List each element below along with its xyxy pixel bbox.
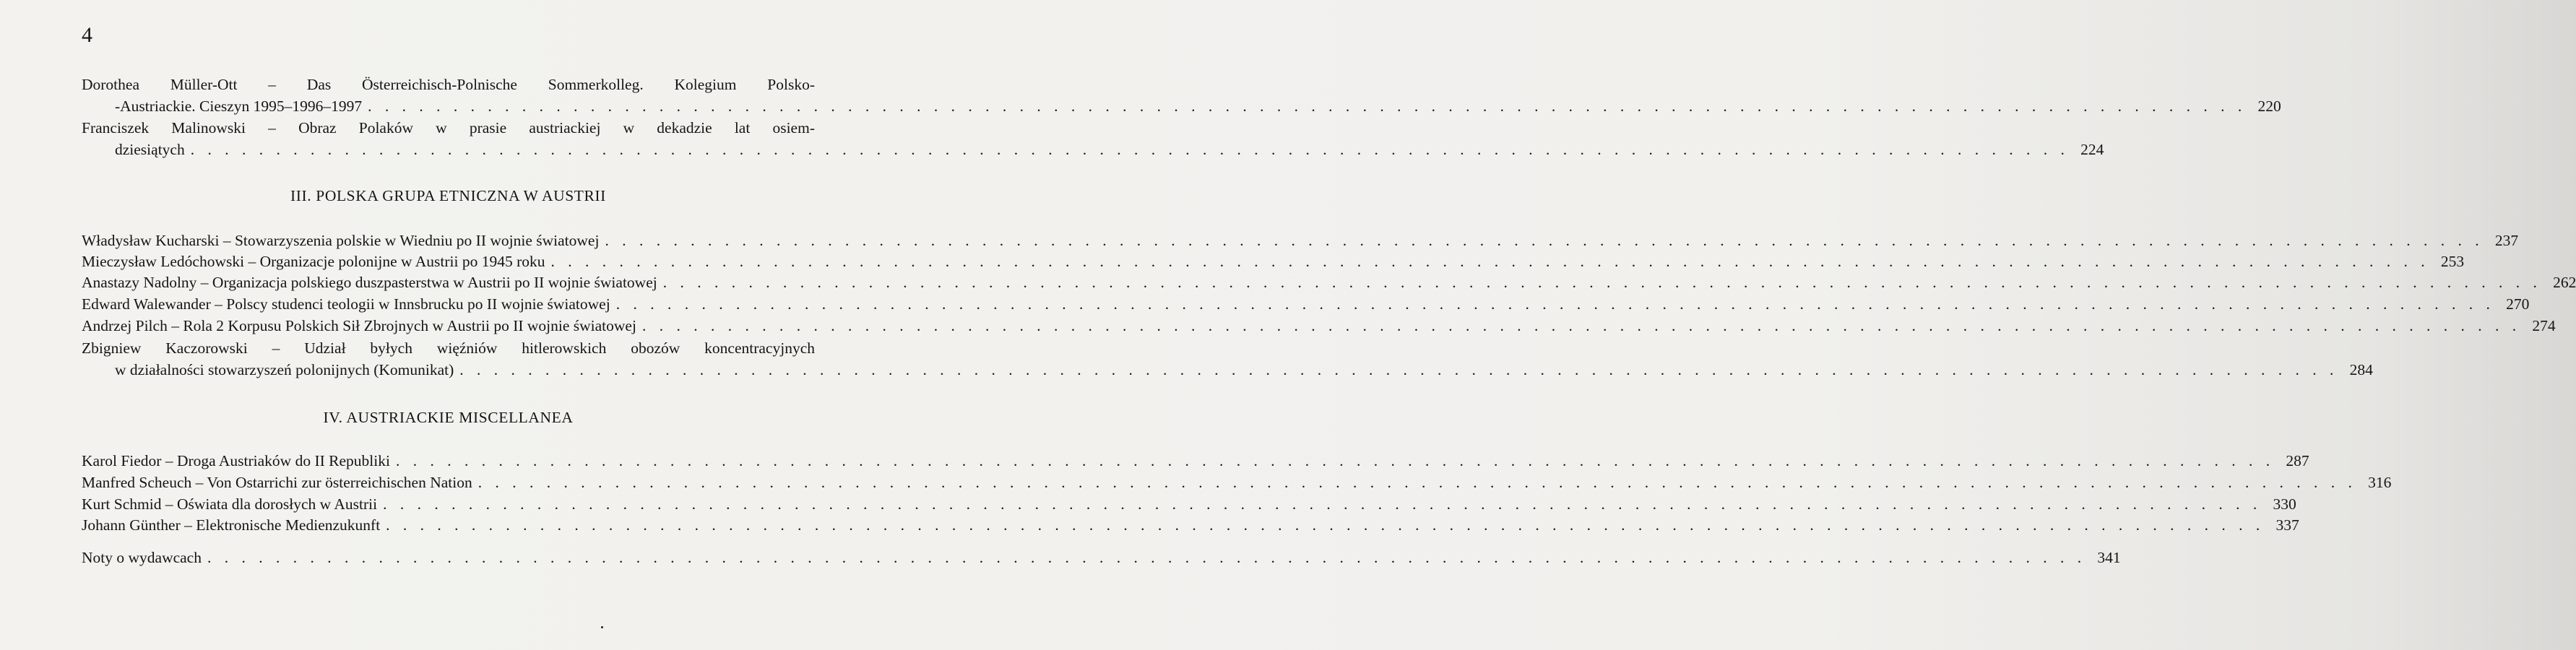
entry-text: Andrzej Pilch – Rola 2 Korpusu Polskich Sił Zbrojnych w Austrii po II wojnie światowej bbox=[82, 317, 636, 334]
page-ref: 284 bbox=[2349, 361, 2373, 378]
entry-text: Noty o wydawcach bbox=[82, 549, 202, 566]
leader-dots: . . . . . . . . . . . . . . . . . . . . . . . . . . . . . . . . . . . . . . . . . . . . . . . . . . . . . . . . . . . . . . . . . . . . . . . . . . . . . . . . . . . . . . . . . . . . . . . . . . . . . . . . . . . . . . bbox=[207, 549, 2086, 566]
toc-entry-scheuch bbox=[82, 472, 2392, 493]
toc-entry-walewander bbox=[82, 293, 2530, 315]
toc-entry-fiedor bbox=[82, 450, 2309, 472]
page-ref: 237 bbox=[2494, 232, 2519, 249]
toc-entry-kucharski bbox=[82, 230, 2519, 251]
entry-text-continued: w działalności stowarzyszeń polonijnych (Komunikat) bbox=[115, 361, 454, 378]
toc-entry-ledochowski bbox=[82, 251, 2465, 272]
toc-entry-malinowski bbox=[82, 117, 2104, 160]
toc-entry-schmid bbox=[82, 493, 2296, 515]
page-ref: 224 bbox=[2080, 141, 2104, 158]
entry-text: Mieczysław Ledóchowski – Organizacje polonijne w Austrii po 1945 roku bbox=[82, 253, 545, 270]
page-ref: 220 bbox=[2257, 98, 2281, 115]
leader-dots: . . . . . . . . . . . . . . . . . . . . . . . . . . . . . . . . . . . . . . . . . . . . . . . . . . . . . . . . . . . . . . . . . . . . . . . . . . . . . . . . . . . . . . . . . . . . . . . . . . . . . . . . . . . . . . bbox=[368, 98, 2247, 115]
leader-dots: . . . . . . . . . . . . . . . . . . . . . . . . . . . . . . . . . . . . . . . . . . . . . . . . . . . . . . . . . . . . . . . . . . . . . . . . . . . . . . . . . . . . . . . . . . . . . . . . . . . . . . . . . . . . . . bbox=[477, 474, 2357, 491]
leader-dots: . . . . . . . . . . . . . . . . . . . . . . . . . . . . . . . . . . . . . . . . . . . . . . . . . . . . . . . . . . . . . . . . . . . . . . . . . . . . . . . . . . . . . . . . . . . . . . . . . . . . . . . . . . . . . . bbox=[190, 141, 2070, 158]
page-ref: 337 bbox=[2275, 516, 2299, 534]
page-ref: 287 bbox=[2286, 452, 2309, 469]
paper-speck bbox=[601, 626, 603, 628]
leader-dots: . . . . . . . . . . . . . . . . . . . . . . . . . . . . . . . . . . . . . . . . . . . . . . . . . . . . . . . . . . . . . . . . . . . . . . . . . . . . . . . . . . . . . . . . . . . . . . . . . . . . . . . . . . . . . . bbox=[550, 253, 2430, 270]
leader-dots: . . . . . . . . . . . . . . . . . . . . . . . . . . . . . . . . . . . . . . . . . . . . . . . . . . . . . . . . . . . . . . . . . . . . . . . . . . . . . . . . . . . . . . . . . . . . . . . . . . . . . . . . . . . . . . bbox=[459, 361, 2338, 378]
entry-text: Dorothea Müller-Ott – Das Österreichisch-Polnische Sommerkolleg. Kolegium Polsko- bbox=[82, 76, 815, 93]
toc-entry-noty bbox=[82, 547, 2121, 568]
toc-entry-nadolny bbox=[82, 272, 2576, 293]
entry-text: Johann Günther – Elektronische Medienzukunft bbox=[82, 516, 381, 534]
leader-dots: . . . . . . . . . . . . . . . . . . . . . . . . . . . . . . . . . . . . . . . . . . . . . . . . . . . . . . . . . . . . . . . . . . . . . . . . . . . . . . . . . . . . . . . . . . . . . . . . . . . . . . . . . . . . . . bbox=[615, 295, 2495, 313]
page-ref: 341 bbox=[2097, 549, 2121, 566]
page-ref: 274 bbox=[2532, 317, 2556, 334]
toc-entry-kaczorowski bbox=[82, 337, 2373, 381]
leader-dots: . . . . . . . . . . . . . . . . . . . . . . . . . . . . . . . . . . . . . . . . . . . . . . . . . . . . . . . . . . . . . . . . . . . . . . . . . . . . . . . . . . . . . . . . . . . . . . . . . . . . . . . . . . . . . . bbox=[395, 452, 2275, 469]
leader-dots: . . . . . . . . . . . . . . . . . . . . . . . . . . . . . . . . . . . . . . . . . . . . . . . . . . . . . . . . . . . . . . . . . . . . . . . . . . . . . . . . . . . . . . . . . . . . . . . . . . . . . . . . . . . . . . bbox=[605, 232, 2484, 249]
entry-text: Anastazy Nadolny – Organizacja polskiego duszpasterstwa w Austrii po II wojnie światowej bbox=[82, 274, 657, 291]
entry-text: Manfred Scheuch – Von Ostarrichi zur österreichischen Nation bbox=[82, 474, 472, 491]
entry-text: Władysław Kucharski – Stowarzyszenia polskie w Wiedniu po II wojnie światowej bbox=[82, 232, 600, 249]
toc-entry-pilch bbox=[82, 315, 2556, 337]
toc-entry-gunther bbox=[82, 514, 2299, 536]
entry-text: Kurt Schmid – Oświata dla dorosłych w Austrii bbox=[82, 495, 378, 513]
toc-entry-muller-ott bbox=[82, 74, 2281, 117]
page-ref: 270 bbox=[2506, 295, 2530, 313]
entry-text-continued: -Austriackie. Cieszyn 1995–1996–1997 bbox=[115, 98, 363, 115]
entry-text-continued: dziesiątych bbox=[115, 141, 185, 158]
section-heading-iii: III. POLSKA GRUPA ETNICZNA W AUSTRII bbox=[290, 187, 606, 204]
section-heading-iv: IV. AUSTRIACKIE MISCELLANEA bbox=[323, 409, 574, 426]
leader-dots: . . . . . . . . . . . . . . . . . . . . . . . . . . . . . . . . . . . . . . . . . . . . . . . . . . . . . . . . . . . . . . . . . . . . . . . . . . . . . . . . . . . . . . . . . . . . . . . . . . . . . . . . . . . . . . bbox=[383, 495, 2262, 513]
page-ref: 316 bbox=[2368, 474, 2392, 491]
page-ref: 253 bbox=[2440, 253, 2465, 270]
leader-dots: . . . . . . . . . . . . . . . . . . . . . . . . . . . . . . . . . . . . . . . . . . . . . . . . . . . . . . . . . . . . . . . . . . . . . . . . . . . . . . . . . . . . . . . . . . . . . . . . . . . . . . . . . . . . . . bbox=[386, 516, 2265, 534]
page-number: 4 bbox=[82, 23, 92, 47]
entry-text: Karol Fiedor – Droga Austriaków do II Republiki bbox=[82, 452, 390, 469]
page-ref: 330 bbox=[2273, 495, 2296, 513]
entry-text: Franciszek Malinowski – Obraz Polaków w prasie austriackiej w dekadzie lat osiem- bbox=[82, 119, 815, 136]
entry-text: Edward Walewander – Polscy studenci teologii w Innsbrucku po II wojnie światowej bbox=[82, 295, 610, 313]
page-ref: 262 bbox=[2553, 274, 2576, 291]
entry-text: Zbigniew Kaczorowski – Udział byłych więźniów hitlerowskich obozów koncentracyjnych bbox=[82, 339, 815, 357]
leader-dots: . . . . . . . . . . . . . . . . . . . . . . . . . . . . . . . . . . . . . . . . . . . . . . . . . . . . . . . . . . . . . . . . . . . . . . . . . . . . . . . . . . . . . . . . . . . . . . . . . . . . . . . . . . . . . . bbox=[662, 274, 2542, 291]
leader-dots: . . . . . . . . . . . . . . . . . . . . . . . . . . . . . . . . . . . . . . . . . . . . . . . . . . . . . . . . . . . . . . . . . . . . . . . . . . . . . . . . . . . . . . . . . . . . . . . . . . . . . . . . . . . . . . bbox=[641, 317, 2521, 334]
